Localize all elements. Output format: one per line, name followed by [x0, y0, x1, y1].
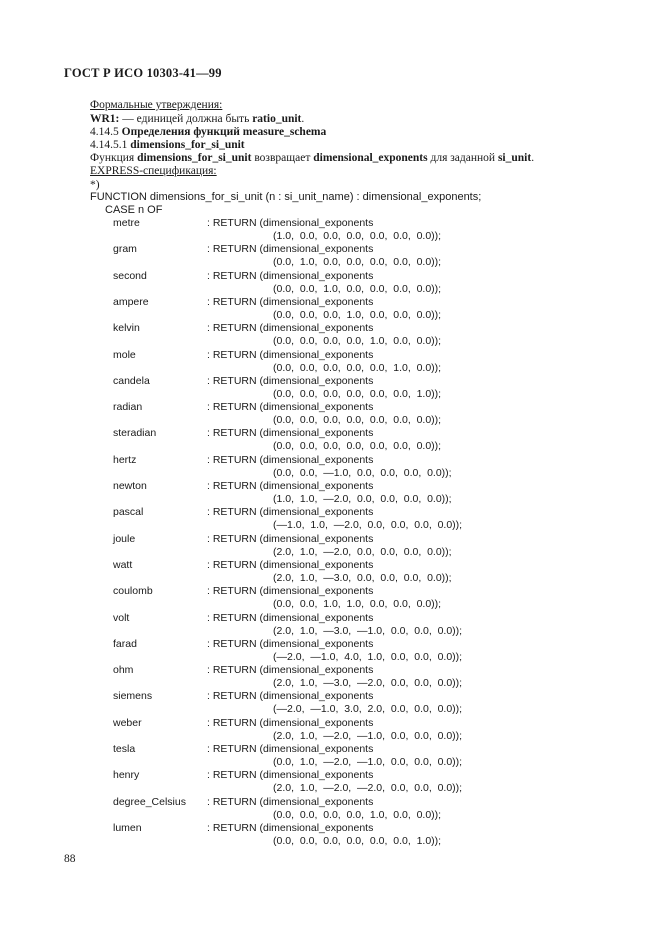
case-exponent-values: (0.0, 0.0, 1.0, 0.0, 0.0, 0.0, 0.0));	[273, 282, 442, 295]
case-return: : RETURN (dimensional_exponents	[207, 348, 374, 361]
express-spec-label: EXPRESS-спецификация:	[90, 165, 217, 177]
case-return: : RETURN (dimensional_exponents	[207, 769, 374, 782]
case-exponent-values: (0.0, 0.0, 0.0, 0.0, 1.0, 0.0, 0.0));	[273, 335, 442, 348]
case-return: : RETURN (dimensional_exponents	[207, 795, 374, 808]
case-return: : RETURN (dimensional_exponents	[207, 743, 374, 755]
desc-si-unit-term: si_unit	[497, 152, 532, 164]
comment-open: *)	[90, 179, 100, 191]
case-return: : RETURN (dimensional_exponents	[207, 269, 374, 282]
case-return: : RETURN (dimensional_exponents	[207, 664, 374, 677]
case-unit-name: hertz	[113, 453, 137, 466]
section-4-14-5	[90, 125, 326, 139]
case-return: : RETURN (dimensional_exponents	[207, 322, 374, 335]
case-unit-name: mole	[113, 348, 136, 361]
case-unit-name: newton	[113, 480, 147, 492]
case-unit-name: volt	[113, 611, 130, 624]
case-exponent-values: (0.0, 0.0, 1.0, 1.0, 0.0, 0.0, 0.0));	[273, 598, 442, 611]
wr1-end: .	[301, 113, 305, 125]
desc-exponents-term: dimensional_exponents	[313, 152, 428, 164]
desc-text: для заданной	[427, 152, 498, 164]
case-unit-name: radian	[113, 401, 143, 414]
case-exponent-values: (—1.0, 1.0, —2.0, 0.0, 0.0, 0.0, 0.0));	[273, 519, 463, 532]
case-return: : RETURN (dimensional_exponents	[207, 401, 374, 414]
case-exponent-values: (0.0, 0.0, 0.0, 0.0, 0.0, 0.0, 1.0));	[273, 834, 442, 847]
case-return: : RETURN (dimensional_exponents	[207, 532, 374, 545]
case-unit-name: degree_Celsius	[113, 795, 186, 808]
case-unit-name: metre	[113, 217, 140, 229]
case-exponent-values: (1.0, 0.0, 0.0, 0.0, 0.0, 0.0, 0.0));	[273, 230, 442, 242]
case-exponent-values: (2.0, 1.0, —3.0, 0.0, 0.0, 0.0, 0.0));	[273, 571, 452, 584]
case-return: : RETURN (dimensional_exponents	[207, 295, 374, 308]
case-unit-name: kelvin	[113, 322, 140, 335]
case-unit-name: tesla	[113, 743, 136, 755]
case-exponent-values: (0.0, 1.0, 0.0, 0.0, 0.0, 0.0, 0.0));	[273, 256, 442, 269]
case-unit-name: gram	[113, 243, 137, 256]
case-exponent-values: (0.0, 0.0, 0.0, 0.0, 0.0, 1.0, 0.0));	[273, 361, 442, 374]
case-exponent-values: (—2.0, —1.0, 4.0, 1.0, 0.0, 0.0, 0.0));	[273, 650, 463, 663]
case-exponent-values: (0.0, 0.0, 0.0, 0.0, 0.0, 0.0, 0.0));	[273, 440, 442, 453]
desc-function-name: dimensions_for_si_unit	[137, 152, 252, 164]
desc-text: Функция	[90, 152, 138, 164]
desc-text: возвращает	[251, 152, 314, 164]
case-unit-name: candela	[113, 374, 150, 387]
case-return: : RETURN (dimensional_exponents	[207, 690, 374, 703]
case-exponent-values: (0.0, 0.0, 0.0, 1.0, 0.0, 0.0, 0.0));	[273, 308, 442, 321]
case-exponent-values: (1.0, 1.0, —2.0, 0.0, 0.0, 0.0, 0.0));	[273, 493, 452, 505]
case-exponent-values: (2.0, 1.0, —2.0, —1.0, 0.0, 0.0, 0.0));	[273, 729, 463, 742]
case-return: : RETURN (dimensional_exponents	[207, 611, 374, 624]
case-return: : RETURN (dimensional_exponents	[207, 637, 374, 650]
document-header: ГОСТ Р ИСО 10303-41—99	[64, 66, 222, 80]
case-exponent-values: (2.0, 1.0, —2.0, 0.0, 0.0, 0.0, 0.0));	[273, 545, 452, 558]
case-return: : RETURN (dimensional_exponents	[207, 821, 374, 834]
case-return: : RETURN (dimensional_exponents	[207, 558, 374, 571]
wr1-label: WR1:	[90, 113, 120, 125]
case-unit-name: ohm	[113, 664, 134, 677]
section-title: dimensions_for_si_unit	[130, 139, 245, 151]
function-description	[90, 151, 534, 165]
case-return: : RETURN (dimensional_exponents	[207, 217, 374, 229]
function-declaration: FUNCTION dimensions_for_si_unit (n : si_unit_name) : dimensional_exponents;	[90, 191, 482, 203]
case-unit-name: ampere	[113, 295, 149, 308]
case-unit-name: henry	[113, 769, 140, 782]
case-exponent-values: (0.0, 1.0, —2.0, —1.0, 0.0, 0.0, 0.0));	[273, 756, 463, 768]
case-exponent-values: (—2.0, —1.0, 3.0, 2.0, 0.0, 0.0, 0.0));	[273, 703, 463, 716]
case-unit-name: lumen	[113, 821, 142, 834]
case-unit-name: pascal	[113, 506, 144, 519]
case-statement: CASE n OF	[105, 204, 163, 216]
case-unit-name: farad	[113, 637, 137, 650]
case-unit-name: watt	[113, 558, 133, 571]
page-number: 88	[64, 853, 76, 865]
section-4-14-5-1	[90, 138, 245, 152]
case-unit-name: coulomb	[113, 585, 153, 598]
case-return: : RETURN (dimensional_exponents	[207, 585, 374, 598]
case-return: : RETURN (dimensional_exponents	[207, 716, 374, 729]
case-exponent-values: (0.0, 0.0, 0.0, 0.0, 0.0, 0.0, 0.0));	[273, 414, 442, 427]
case-unit-name: second	[113, 269, 147, 282]
formal-statements-label: Формальные утверждения:	[90, 99, 223, 111]
wr1-text: — единицей должна быть	[119, 113, 253, 125]
section-title: Определения функций measure_schema	[121, 126, 327, 138]
wr1-term: ratio_unit	[252, 113, 302, 125]
section-number: 4.14.5	[90, 126, 122, 138]
desc-text: .	[531, 152, 535, 164]
case-exponent-values: (0.0, 0.0, —1.0, 0.0, 0.0, 0.0, 0.0));	[273, 466, 452, 479]
wr1-line	[90, 112, 304, 126]
case-return: : RETURN (dimensional_exponents	[207, 506, 374, 519]
case-return: : RETURN (dimensional_exponents	[207, 374, 374, 387]
case-unit-name: steradian	[113, 427, 157, 440]
case-exponent-values: (0.0, 0.0, 0.0, 0.0, 1.0, 0.0, 0.0));	[273, 808, 442, 821]
case-return: : RETURN (dimensional_exponents	[207, 453, 374, 466]
case-exponent-values: (2.0, 1.0, —3.0, —2.0, 0.0, 0.0, 0.0));	[273, 677, 463, 690]
case-unit-name: siemens	[113, 690, 153, 703]
case-exponent-values: (2.0, 1.0, —2.0, —2.0, 0.0, 0.0, 0.0));	[273, 782, 463, 795]
case-unit-name: joule	[113, 532, 136, 545]
case-unit-name: weber	[113, 716, 142, 729]
case-return: : RETURN (dimensional_exponents	[207, 427, 374, 440]
section-number: 4.14.5.1	[90, 139, 131, 151]
case-return: : RETURN (dimensional_exponents	[207, 480, 374, 492]
case-exponent-values: (2.0, 1.0, —3.0, —1.0, 0.0, 0.0, 0.0));	[273, 624, 463, 637]
case-return: : RETURN (dimensional_exponents	[207, 243, 374, 256]
case-exponent-values: (0.0, 0.0, 0.0, 0.0, 0.0, 0.0, 1.0));	[273, 387, 442, 400]
